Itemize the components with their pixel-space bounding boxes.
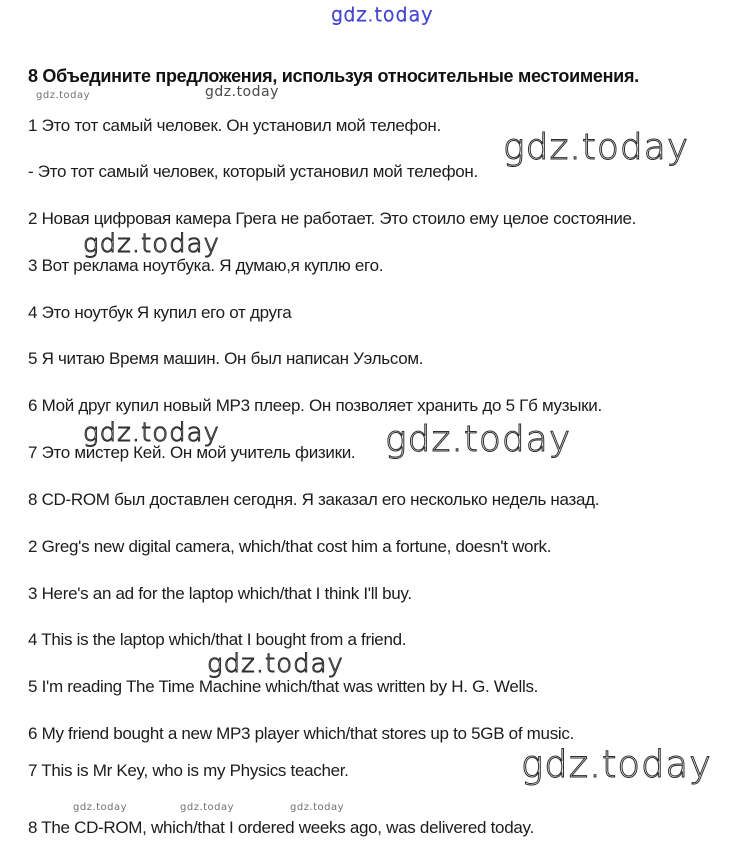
sentence-ru-4: 4 Это ноутбук Я купил его от друга bbox=[28, 303, 292, 322]
gdz-watermark-answer6-large: gdz.today bbox=[521, 743, 713, 786]
gdz-watermark-row6-large: gdz.today bbox=[385, 419, 572, 460]
sentence-ru-7: 7 Это мистер Кей. Он мой учитель физики. bbox=[28, 443, 356, 462]
gdz-watermark-row6-medium: gdz.today bbox=[83, 418, 220, 448]
gdz-watermark-bottom-1: gdz.today bbox=[73, 802, 128, 813]
answer-en-3: 3 Here's an ad for the laptop which/that I think I'll buy. bbox=[28, 584, 412, 603]
answer-en-5: 5 I'm reading The Time Machine which/that was written by H. G. Wells. bbox=[28, 677, 539, 696]
answer-en-4: 4 This is the laptop which/that I bought from a friend. bbox=[28, 630, 407, 649]
gdz-watermark-top: gdz.today bbox=[331, 4, 434, 26]
gdz-watermark-row2-medium: gdz.today bbox=[83, 229, 220, 259]
sentence-ru-8: 8 CD-ROM был доставлен сегодня. Я заказал его несколько недель назад. bbox=[28, 490, 600, 509]
sentence-ru-3: 3 Вот реклама ноутбука. Я думаю,я куплю его. bbox=[28, 256, 384, 275]
sentence-ru-2: 2 Новая цифровая камера Грега не работает. Это стоило ему целое состояние. bbox=[28, 209, 637, 228]
sentence-ru-1-answer: - Это тот самый человек, который установил мой телефон. bbox=[28, 162, 478, 181]
gdz-watermark-bottom-3: gdz.today bbox=[290, 802, 345, 813]
exercise-heading: 8 Объедините предложения, используя относительные местоимения. bbox=[28, 66, 639, 86]
gdz-watermark-bottom-2: gdz.today bbox=[180, 802, 235, 813]
gdz-watermark-under-heading-medium: gdz.today bbox=[205, 84, 279, 100]
gdz-watermark-under-heading-small: gdz.today bbox=[36, 90, 91, 101]
gdz-watermark-answer4-medium: gdz.today bbox=[207, 649, 344, 679]
answer-en-7: 7 This is Mr Key, who is my Physics teacher. bbox=[28, 761, 349, 780]
gdz-watermark-row1-large: gdz.today bbox=[503, 127, 690, 168]
answer-en-8: 8 The CD-ROM, which/that I ordered weeks ago, was delivered today. bbox=[28, 818, 534, 837]
sentence-ru-6: 6 Мой друг купил новый MP3 плеер. Он позволяет хранить до 5 Гб музыки. bbox=[28, 396, 602, 415]
answer-en-2: 2 Greg's new digital camera, which/that cost him a fortune, doesn't work. bbox=[28, 537, 552, 556]
answer-en-6: 6 My friend bought a new MP3 player which/that stores up to 5GB of music. bbox=[28, 724, 574, 743]
sentence-ru-5: 5 Я читаю Время машин. Он был написан Уэльсом. bbox=[28, 349, 424, 368]
sentence-ru-1: 1 Это тот самый человек. Он установил мой телефон. bbox=[28, 116, 441, 135]
